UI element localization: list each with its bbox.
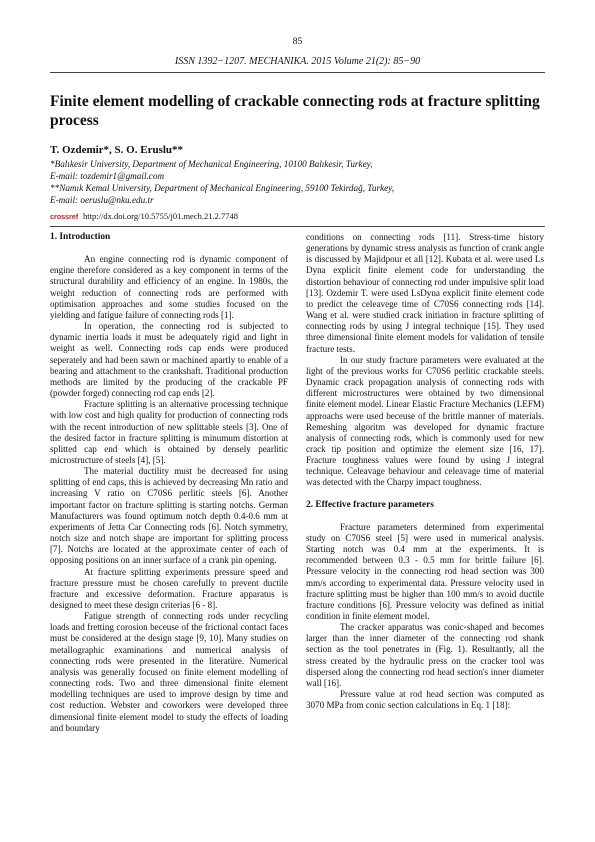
- paragraph: Fracture splitting is an alternative processing technique with low cost and high quality for production of connecting rods with the recent introduction of new splittable steels [3]. One of the desired factor in fracture splitting is minumum distortion at splitted cap end which is obtained by densely pearlitic microstructure of steels [4], [5].: [50, 399, 288, 465]
- email-1: E-mail: tozdemir1@gmail.com: [50, 171, 165, 181]
- doi-line: [50, 211, 238, 221]
- paragraph: The material ductility must be decreased for using splitting of end caps, this is achieved by decreasing Mn ratio and increasing V ratio on C70S6 perlitic steels [6]. Another important factor on fracture splitting is starting notchs. German Manufacturers was found optimum notch depth 0.4-0.6 mm at experiments of Jetta Car Connecting rods [6]. Notch symmetry, notch size and notch shape are important for splitting process [7]. Notchs are located at the approximate center of each of opposing positions on an inner surface of a crank pin opening.: [50, 466, 288, 566]
- affiliation-1: *Balıkesir University, Department of Mechanical Engineering, 10100 Balıkesir, Turkey,: [50, 159, 373, 169]
- authors: T. Ozdemir*, S. O. Eruslu**: [50, 144, 184, 156]
- paragraph: Fatigue strength of connecting rods under recycling loads and fretting corosion beceuse of the frictional contact faces must be considered at the design stage [9, 10]. Many studies on metallographic examinations and numerical analysis of connecting rods were presented in the literatüre. Numerical analysis was generally focused on finite element modelling of connecting rods. Two and three dimensional finite element modelling techniques are used to improve design by time and cost reduction. Webster and coworkers were developed three dimensional finite element model to study the effects of loading and boundary: [50, 611, 288, 733]
- paragraph: At fracture splitting experiments pressure speed and fracture pressure must be chosen carefully to prevent ductile fracture and excessive deformation. Fracture apparatus is designed to meet these design criterias [6 - 8].: [50, 566, 288, 610]
- paragraph: In operation, the connecting rod is subjected to dynamic inertia loads it must be adequately rigid and light in weight as well. Connecting rods cap ends were produced seperately and had been sawn or machined apartly to enable of a bearing and attachment to the crankshaft. Traditional production methods are limited by the producing of the crackable PF (powder forged) connecting rod cap ends [2].: [50, 321, 288, 399]
- affiliation-2: **Namık Kemal University, Department of Mechanical Engineering, 59100 Tekirdağ, Turkey,: [50, 183, 395, 193]
- paragraph: The cracker apparatus was conic-shaped and becomes larger than the inner diameter of the connecting rod shank section as the tool penetrates in (Fig. 1). Resultantly, all the stress created by the hydraulic press on the cracker tool was dispersed along the connecting rod head section's inner diameter wall [16].: [306, 622, 544, 688]
- paragraph: An engine connecting rod is dynamic component of engine therefore considered as a key component in terms of the structural durability and efficiency of an engine. In 1980s, the weight reduction of connecting rods are performed with optimisation approaches and some studies focused on the yielding and fatigue failure of connecting rods [1].: [50, 254, 288, 320]
- email-2: E-mail: oeruslu@nku.edu.tr: [50, 195, 154, 205]
- right-column: [306, 232, 544, 711]
- paragraph: Pressure value at rod head section was computed as 3070 MPa from conic section calculations in Eq. 1 [18]:: [306, 689, 544, 711]
- paper-title: Finite element modelling of crackable connecting rods at fracture splitting process: [50, 93, 540, 129]
- left-column: [50, 232, 288, 734]
- doi-link[interactable]: http://dx.doi.org/10.5755/j01.mech.21.2.7748: [83, 211, 238, 221]
- journal-header: ISSN 1392−1207. MECHANIKA. 2015 Volume 21(2): 85−90: [174, 56, 421, 67]
- section-heading-effective-fracture-parameters: 2. Effective fracture parameters: [306, 499, 434, 510]
- crossref-logo-icon: crossref: [50, 211, 79, 221]
- section-heading-introduction: 1. Introduction: [50, 232, 111, 242]
- paragraph: conditions on connecting rods [11]. Stress-time history generations by dynamic stress analysis as function of crank angle is discussed by Majidpour et all [12]. Kubata et al. were used Ls Dyna explicit finite element code for understanding the distortion behaviour of connecting rod under impulsive split load [13]. Ozdemir T. were used LsDyna explicit finite element code to predict the celeavege time of C70S6 connecting rods [14]. Wang et al. were studied crack initiation in fracture splitting of connecting rods by using J integral technique [15]. They used three dimensional finite element models for validation of tensile fracture tests.: [306, 232, 544, 354]
- page-number: 85: [292, 37, 303, 47]
- paragraph: In our study fracture parameters were evaluated at the light of the previous works for C70S6 perlitic crackable steels. Dynamic crack propagation analysis of connecting rods with different microstructures were obtained by two dimensional finite element model. Linear Elastic Fracture Mechanics (LEFM) approachs were used beceuse of the brittle manner of materials. Remeshing algoritm was developed for dynamic fracture analysis of connecting rods, which is commonly used for new crack tip position and optimize the element size [16, 17]. Fracture toughness values were found by using J integral technique. Celeavage behaviour and celeavage time of material was detected with the Charpy impact toughness.: [306, 354, 544, 488]
- paragraph: Fracture parameters determined from experimental study on C70S6 steel [5] were used in numerical analysis. Starting notch was 0.4 mm at the experiments. It is recommended between 0.3 - 0.5 mm for brittle failure [6]. Pressure velocity in the connecting rod head section was 300 mm/s according to experimental data. Pressure velocity used in fracture splitting must be higher than 100 mm/s to avoid ductile fracture conditions [6]. Pressure velocity was defined as initial condition in finite element model.: [306, 521, 544, 621]
- section-rule: [50, 226, 545, 227]
- header-rule: [50, 72, 545, 73]
